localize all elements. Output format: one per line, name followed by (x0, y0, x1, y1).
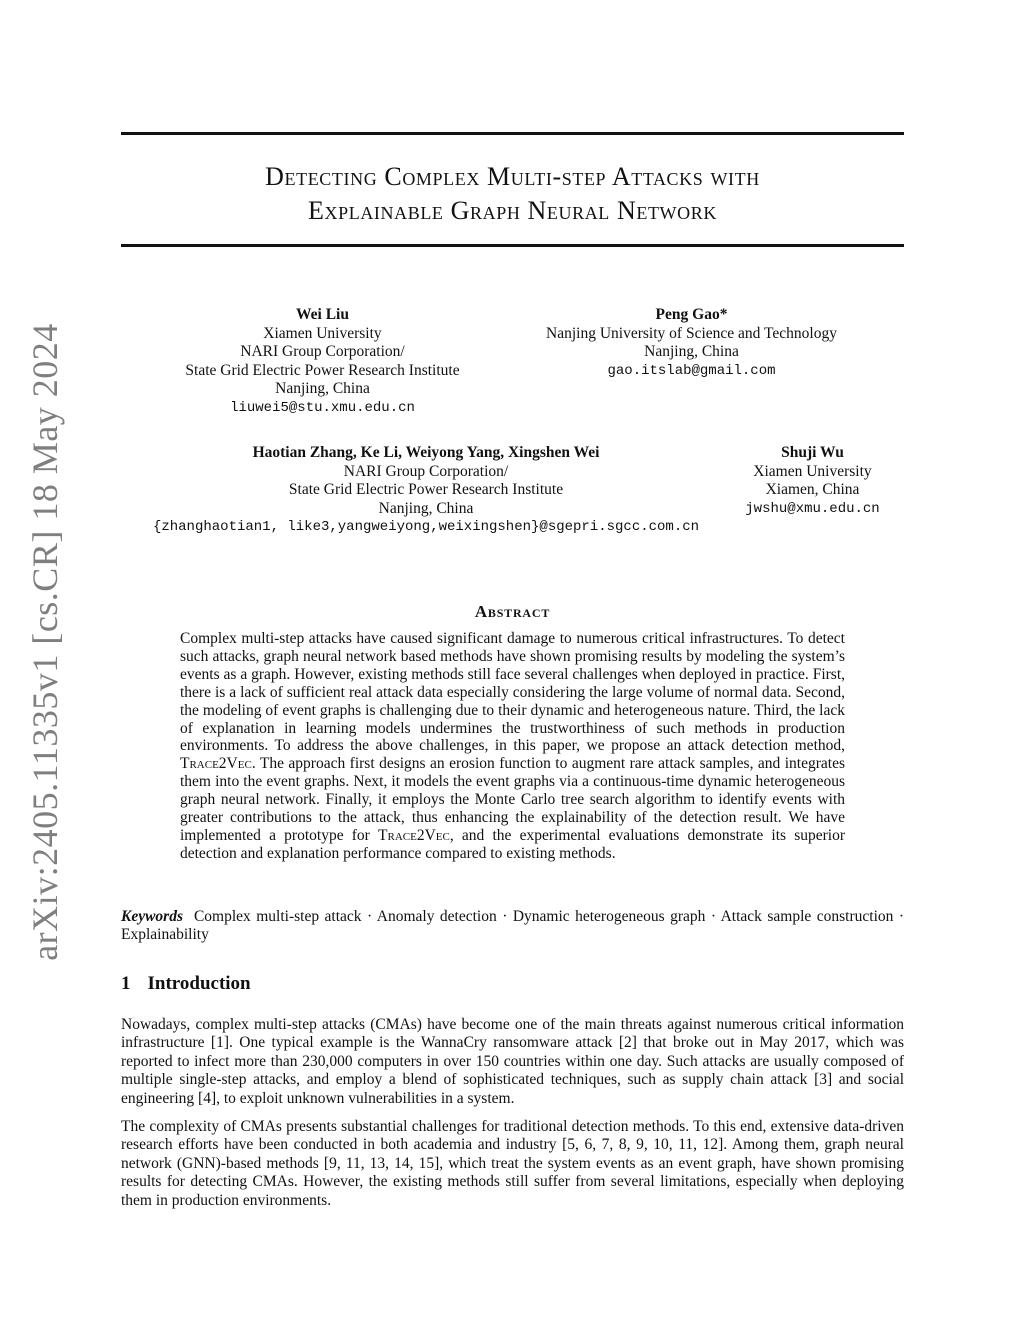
author-name: Shuji Wu (781, 444, 844, 461)
author-email: jwshu@xmu.edu.cn (745, 500, 880, 517)
abstract-text: Complex multi-step attacks have caused significant damage to numerous critical infrastructures. To detect such attacks, graph neural network based methods have shown promising results by modeling the system’s events as a graph. However, existing methods still face several challenges when deployed in practice. First, there is a lack of sufficient real attack data especially considering the large volume of normal data. Second, the modeling of event graphs is challenging due to their dynamic and heterogeneous nature. Third, the lack of explanation in learning models undermines the trustworthiness of such methods in production environments. To address the above challenges, in this paper, we propose an attack detection method, (180, 630, 845, 755)
abstract-body (180, 630, 845, 863)
abstract-heading: Abstract (474, 602, 551, 621)
paper-title-line-1: Detecting Complex Multi-step Attacks with (265, 162, 760, 191)
title-top-rule (121, 132, 904, 135)
author-name: Haotian Zhang, Ke Li, Weiyong Yang, Xingshen Wei (252, 444, 600, 461)
author-affiliation: State Grid Electric Power Research Institute (288, 481, 564, 498)
paper-title-line-2: Explainable Graph Neural Network (308, 196, 717, 225)
title-bottom-rule (121, 244, 904, 247)
author-block-wei-liu (150, 306, 495, 417)
author-location: Nanjing, China (275, 380, 370, 397)
author-location: Nanjing, China (378, 499, 474, 517)
author-block-group (121, 444, 731, 537)
section-number: 1 (121, 973, 131, 994)
author-location: Nanjing, China (644, 343, 739, 360)
author-affiliation: Nanjing University of Science and Technology (546, 324, 837, 342)
author-email: gao.itslab@gmail.com (607, 362, 776, 379)
author-email: liuwei5@stu.xmu.edu.cn (230, 399, 415, 416)
author-name: Wei Liu (296, 306, 349, 323)
arxiv-identifier-stamp: arXiv:2405.11335v1 [cs.CR] 18 May 2024 (25, 323, 65, 961)
keywords-text: Complex multi-step attack · Anomaly detection · Dynamic heterogeneous graph · Attack sample construction · Explainability (121, 908, 905, 943)
method-name: Trace2Vec (180, 755, 252, 773)
author-affiliation: State Grid Electric Power Research Institute (185, 361, 460, 379)
author-email: {zhanghaotian1, like3,yangweiyong,weixingshen}@sgepri.sgcc.com.cn (152, 519, 700, 535)
section-title: Introduction (147, 973, 251, 994)
author-affiliation: Xiamen University (263, 324, 382, 342)
abstract-text: , and the experimental evaluations demonstrate its superior detection and explanation performance compared to existing methods. (180, 826, 846, 862)
author-block-peng-gao (520, 306, 863, 380)
body-paragraph: Nowadays, complex multi-step attacks (CMAs) have become one of the main threats against numerous critical information infrastructure [1]. One typical example is the WannaCry ransomware attack [2] that broke out in May 2017, which was reported to infect more than 230,000 computers in over 150 countries within one day. Such attacks are usually composed of multiple single-step attacks, and employ a blend of sophisticated techniques, such as supply chain attack [3] and social engineering [4], to exploit unknown vulnerabilities in a system. (121, 1016, 904, 1107)
author-name: Peng Gao* (655, 306, 728, 323)
author-location: Xiamen, China (765, 481, 860, 498)
author-affiliation: NARI Group Corporation/ (343, 462, 509, 480)
method-name: Trace2Vec (378, 826, 450, 844)
author-block-shuji-wu (725, 444, 900, 518)
section-heading (121, 973, 251, 995)
body-paragraph: The complexity of CMAs presents substantial challenges for traditional detection methods. To this end, extensive data-driven research efforts have been conducted in both academia and industry [5, 6, 7, 8, 9, 10, 11, 12]. Among them, graph neural network (GNN)-based methods [9, 11, 13, 14, 15], which treat the system events as an event graph, have shown promising results for detecting CMAs. However, the existing methods still suffer from several limitations, especially when deploying them in production environments. (121, 1118, 904, 1209)
keywords (121, 908, 904, 944)
author-affiliation: NARI Group Corporation/ (240, 343, 405, 360)
abstract-text: . The approach first designs an erosion function to augment rare attack samples, and integrates them into the event graphs. Next, it models the event graphs via a continuous-time dynamic heterogeneous graph neural network. Finally, it employs the Monte Carlo tree search algorithm to identify events with greater contributions to the attack, thus enhancing the explainability of the detection result. We have implemented a prototype for (180, 755, 845, 844)
author-affiliation: Xiamen University (753, 462, 872, 480)
keywords-label: Keywords (121, 908, 183, 925)
